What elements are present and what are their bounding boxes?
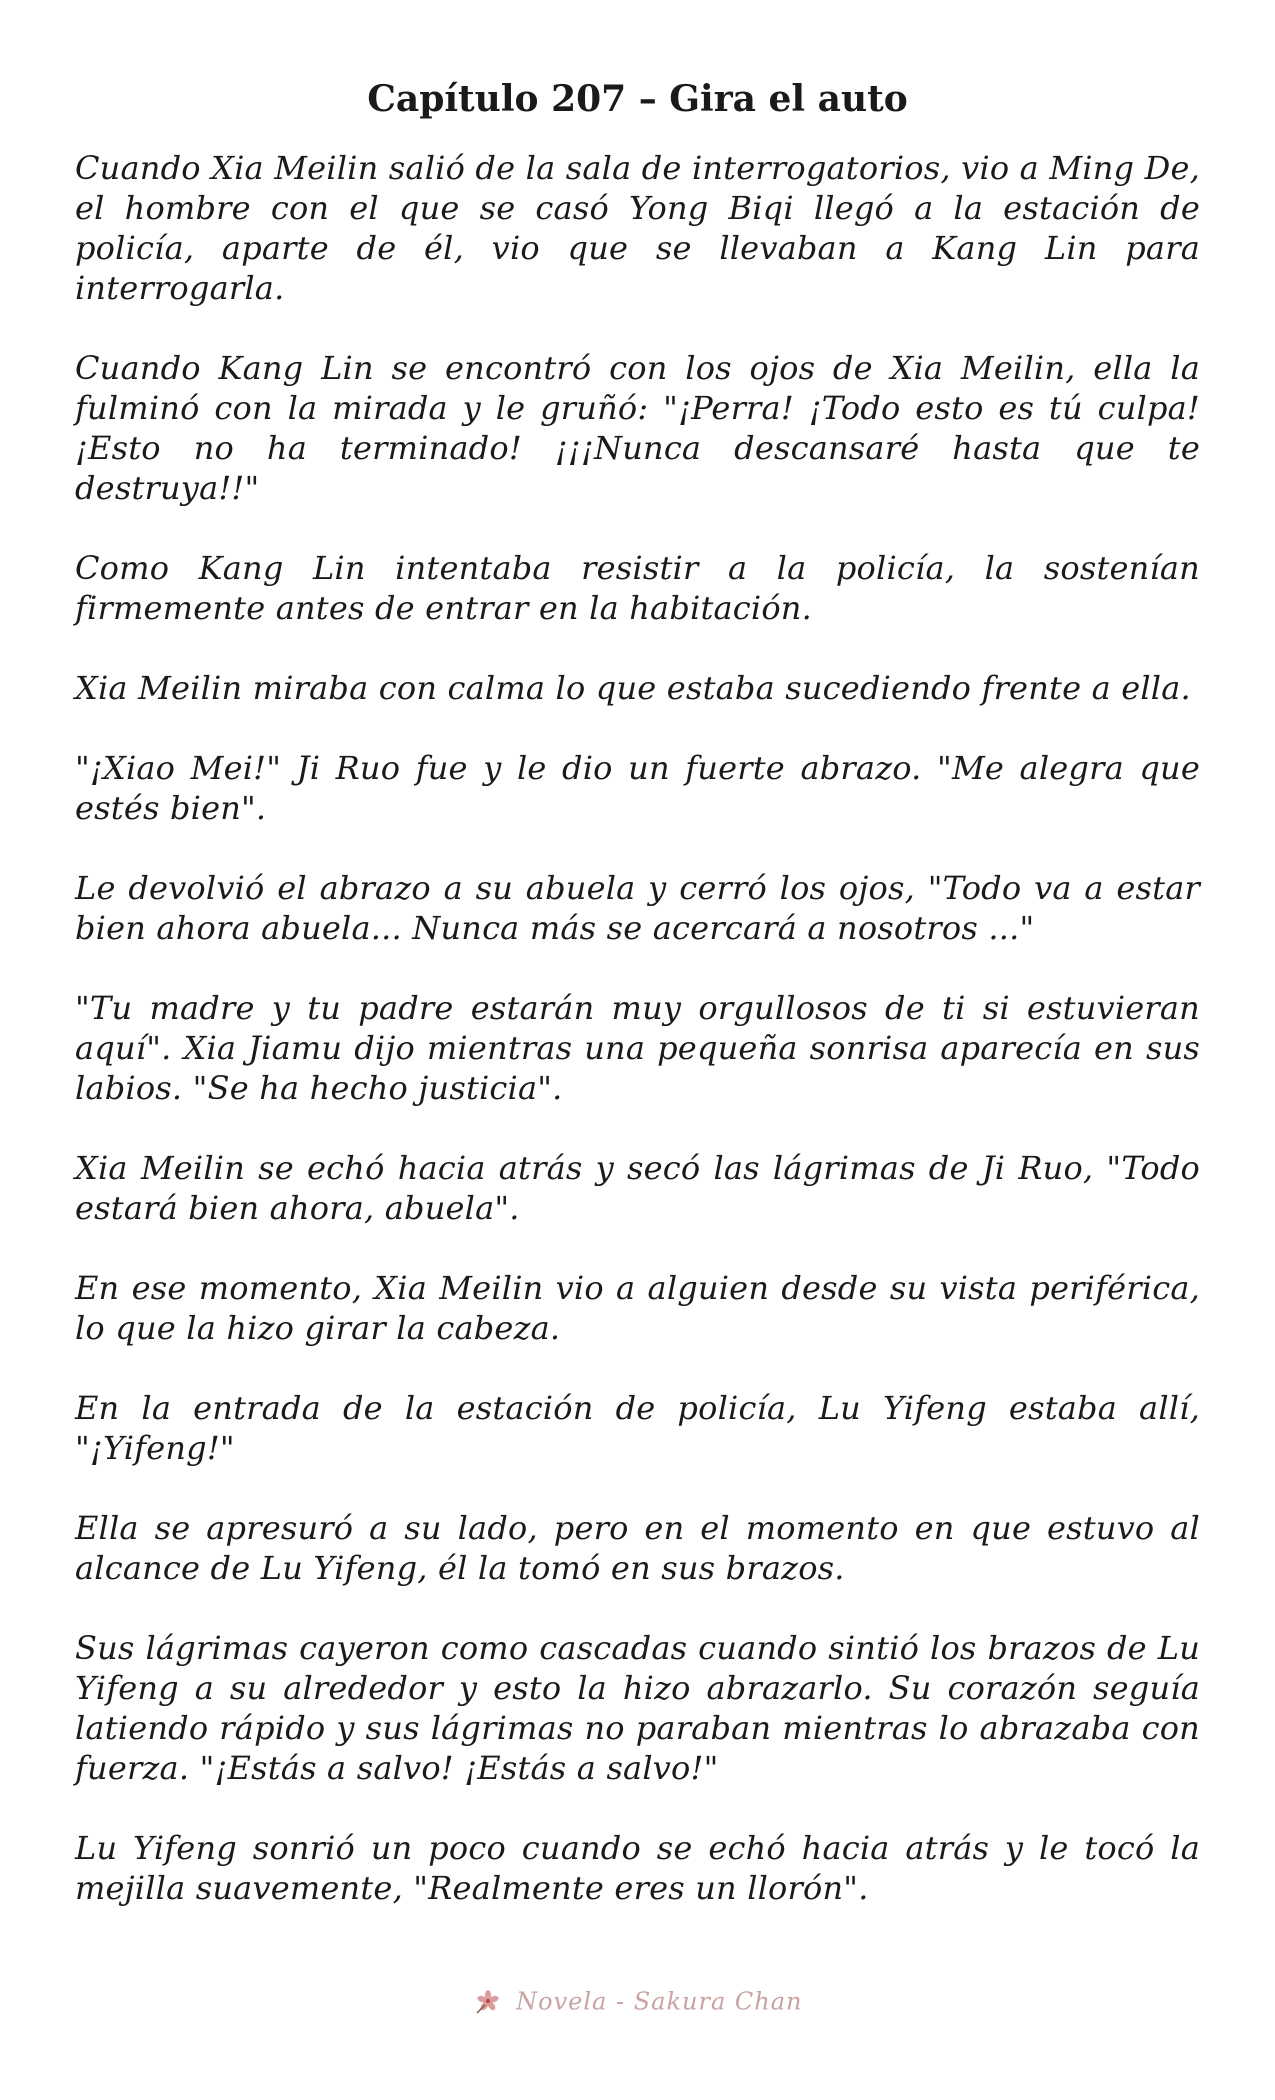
paragraph: Xia Meilin se echó hacia atrás y secó las lágrimas de Ji Ruo, "Todo estará bien ahora, abuela". bbox=[75, 1149, 1200, 1227]
watermark-text: Novela - Sakura Chan bbox=[516, 1987, 803, 2016]
paragraph: Lu Yifeng sonrió un poco cuando se echó hacia atrás y le tocó la mejilla suavemente, "Realmente eres un llorón". bbox=[75, 1829, 1200, 1907]
paragraph: En ese momento, Xia Meilin vio a alguien desde su vista periférica, lo que la hizo girar la cabeza. bbox=[75, 1269, 1200, 1347]
chapter-page bbox=[75, 72, 1200, 1948]
paragraph: Cuando Kang Lin se encontró con los ojos de Xia Meilin, ella la fulminó con la mirada y le gruñó: "¡Perra! ¡Todo esto es tú culpa! ¡Esto no ha terminado! ¡¡¡Nunca descansaré hasta que te destruya!!" bbox=[75, 349, 1200, 507]
paragraph: Cuando Xia Meilin salió de la sala de interrogatorios, vio a Ming De, el hombre con el que se casó Yong Biqi llegó a la estación de policía, aparte de él, vio que se llevaban a Kang Lin para interrogarla. bbox=[75, 149, 1200, 307]
paragraph: Como Kang Lin intentaba resistir a la policía, la sostenían firmemente antes de entrar en la habitación. bbox=[75, 549, 1200, 627]
chapter-title: Capítulo 207 – Gira el auto bbox=[367, 78, 908, 120]
paragraph: "¡Xiao Mei!" Ji Ruo fue y le dio un fuerte abrazo. "Me alegra que estés bien". bbox=[75, 749, 1200, 827]
paragraph: "Tu madre y tu padre estarán muy orgullosos de ti si estuvieran aquí". Xia Jiamu dijo mientras una pequeña sonrisa aparecía en sus labios. "Se ha hecho justicia". bbox=[75, 989, 1200, 1107]
paragraph: En la entrada de la estación de policía, Lu Yifeng estaba allí, "¡Yifeng!" bbox=[75, 1389, 1200, 1467]
watermark-footer bbox=[0, 1986, 1275, 2017]
paragraph: Le devolvió el abrazo a su abuela y cerró los ojos, "Todo va a estar bien ahora abuela... Nunca más se acercará a nosotros ..." bbox=[75, 869, 1200, 947]
paragraph: Sus lágrimas cayeron como cascadas cuando sintió los brazos de Lu Yifeng a su alrededor y esto la hizo abrazarlo. Su corazón seguía latiendo rápido y sus lágrimas no paraban mientras lo abrazaba con fuerza. "¡Estás a salvo! ¡Estás a salvo!" bbox=[75, 1629, 1200, 1787]
paragraph: Xia Meilin miraba con calma lo que estaba sucediendo frente a ella. bbox=[75, 669, 1191, 707]
sakura-flower-icon bbox=[473, 1987, 503, 2017]
paragraph: Ella se apresuró a su lado, pero en el momento en que estuvo al alcance de Lu Yifeng, él la tomó en sus brazos. bbox=[75, 1509, 1200, 1587]
